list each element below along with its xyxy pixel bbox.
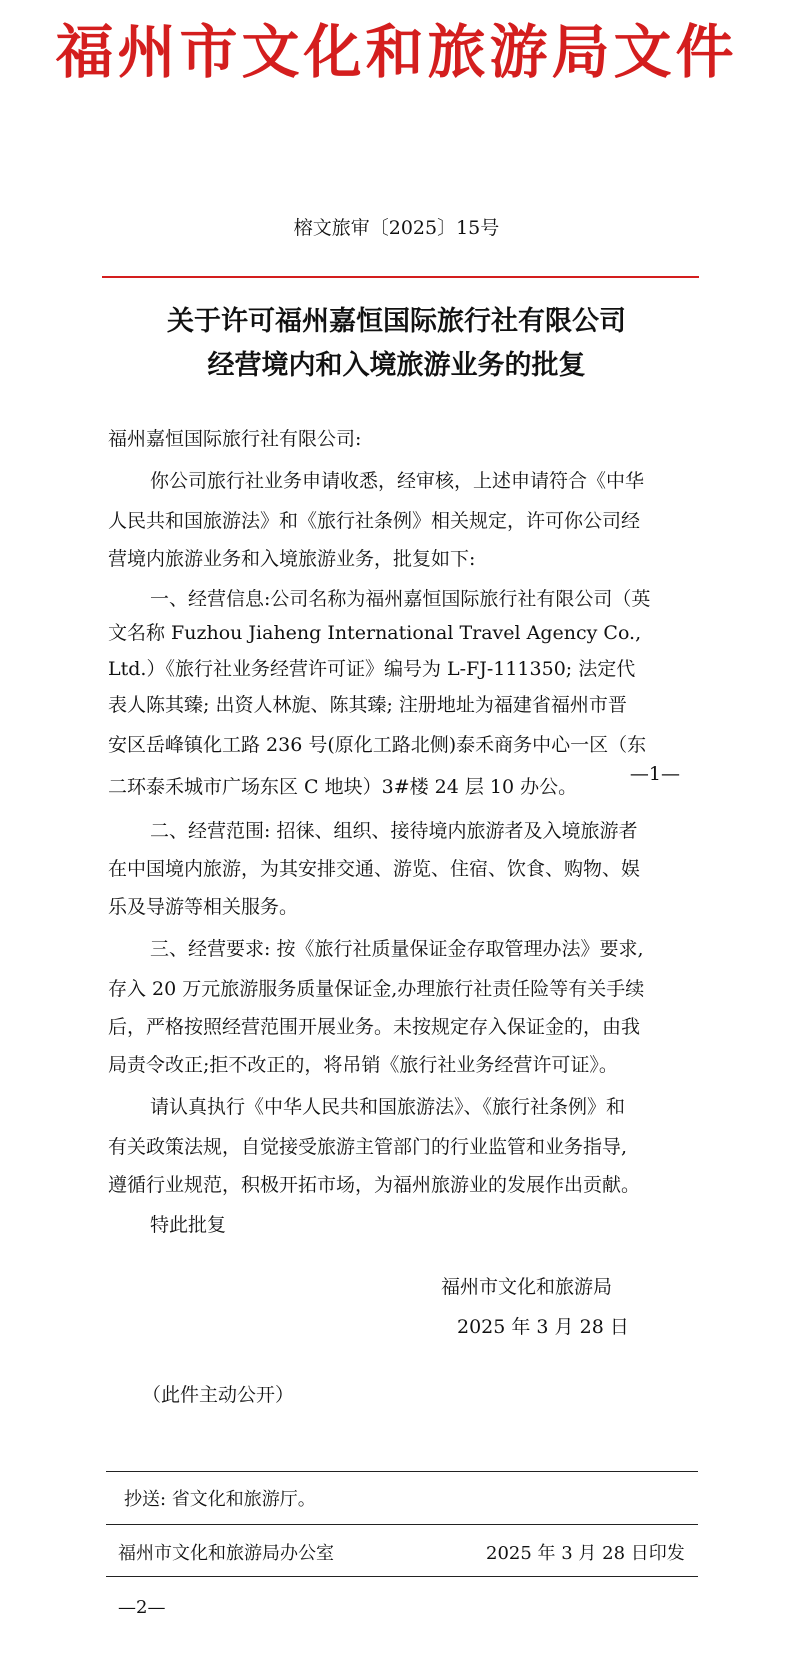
cc-line: 抄送: 省文化和旅游厅。 [124, 1489, 316, 1510]
footer-top-rule [106, 1471, 698, 1472]
footer-bottom-rule [106, 1576, 698, 1577]
body-line: 人民共和国旅游法》和《旅行社条例》相关规定，许可你公司经 [108, 510, 641, 532]
body-line: 后，严格按照经营范围开展业务。未按规定存入保证金的，由我 [108, 1016, 641, 1038]
body-line: 存入 20 万元旅游服务质量保证金,办理旅行社责任险等有关手续 [108, 978, 645, 1000]
body-line: 请认真执行《中华人民共和国旅游法》、《旅行社条例》和 [150, 1096, 626, 1118]
page-number-2: —2— [118, 1597, 166, 1618]
body-line: 有关政策法规，自觉接受旅游主管部门的行业监管和业务指导, [108, 1136, 628, 1158]
signature-org: 福州市文化和旅游局 [441, 1276, 613, 1298]
body-line: 安区岳峰镇化工路 236 号(原化工路北侧)泰禾商务中心一区（东 [108, 734, 647, 756]
print-date: 2025 年 3 月 28 日印发 [486, 1543, 685, 1564]
closing-phrase: 特此批复 [150, 1214, 227, 1236]
signature-date: 2025 年 3 月 28 日 [457, 1316, 629, 1338]
body-line: 二环泰禾城市广场东区 C 地块）3#楼 24 层 10 办公。 [108, 776, 578, 798]
body-line: 文名称 Fuzhou Jiaheng International Travel Agency Co., [108, 622, 642, 644]
addressee: 福州嘉恒国际旅行社有限公司: [108, 428, 362, 450]
body-line: 乐及导游等相关服务。 [108, 896, 299, 918]
document-header-title: 福州市文化和旅游局文件 [55, 18, 738, 86]
body-line: Ltd.）《旅行社业务经营许可证》编号为 L-FJ-111350; 法定代 [108, 658, 636, 680]
body-line: 表人陈其臻; 出资人林旎、陈其臻; 注册地址为福建省福州市晋 [108, 694, 627, 716]
body-line: 遵循行业规范，积极开拓市场，为福州旅游业的发展作出贡献。 [108, 1174, 641, 1196]
body-line: 一、经营信息:公司名称为福州嘉恒国际旅行社有限公司（英 [150, 588, 651, 610]
body-line: 在中国境内旅游，为其安排交通、游览、住宿、饮食、购物、娱 [108, 858, 641, 880]
document-number: 榕文旅审〔2025〕15号 [293, 217, 500, 239]
issuing-office: 福州市文化和旅游局办公室 [118, 1543, 334, 1564]
document-title-line-1: 关于许可福州嘉恒国际旅行社有限公司 [167, 306, 626, 337]
footer-middle-rule [106, 1524, 698, 1525]
body-line: 营境内旅游业务和入境旅游业务，批复如下: [108, 548, 476, 570]
body-line: 局责令改正;拒不改正的，将吊销《旅行社业务经营许可证》。 [108, 1054, 618, 1076]
body-line: 二、经营范围: 招徕、组织、接待境内旅游者及入境旅游者 [150, 820, 638, 842]
document-title-line-2: 经营境内和入境旅游业务的批复 [207, 350, 586, 381]
red-divider-line [102, 276, 699, 278]
body-line: 三、经营要求: 按《旅行社质量保证金存取管理办法》要求, [150, 938, 644, 960]
body-line: 你公司旅行社业务申请收悉，经审核，上述申请符合《中华 [150, 470, 645, 492]
page-number-1: —1— [629, 763, 680, 785]
disclosure-note: （此件主动公开） [142, 1384, 295, 1406]
